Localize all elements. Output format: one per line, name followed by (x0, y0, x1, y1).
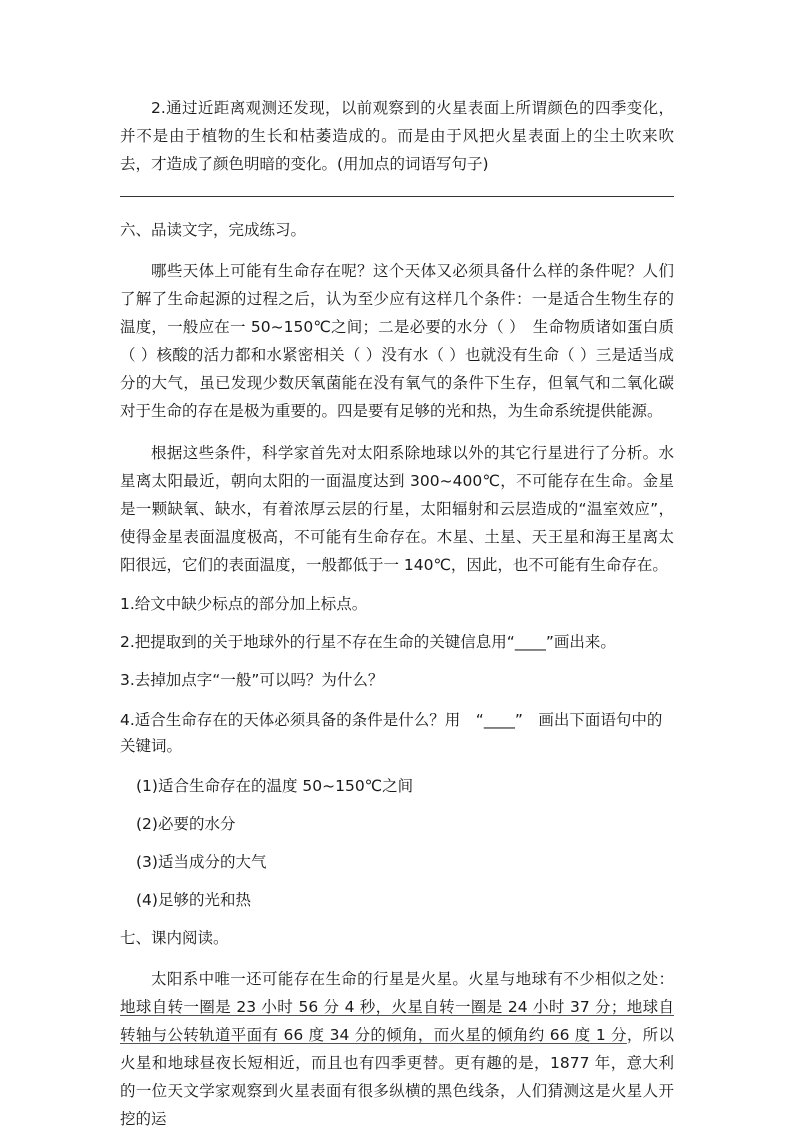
question-4-item-2: (2)必要的水分 (136, 815, 236, 833)
section-6-question-1: 1.给文中缺少标点的部分加上标点。 (120, 595, 368, 613)
underlined-text: 地球自转一圈是 23 小时 56 分 4 秒，火星自转一圈是 24 小时 37 分；地球自转轴与公转轨道平面有 66 度 34 分的倾角，而火星的倾角约 66 度 1 分 (120, 998, 674, 1044)
section-6-paragraph-1: 哪些天体上可能有生命存在呢？这个天体又必须具备什么样的条件呢？人们了解了生命起源的过程之后，认为至少应有这样几个条件：一是适合生物生存的温度，一般应在一 50~150℃之间；二是必要的水分（ ） 生命物质诸如蛋白质（ ）核酸的活力都和水紧密相关（ ）没有水（ ）也就没有生命（ ）三是适当成分的大气，虽已发现少数厌氧菌能在没有氧气的条件下生存，但氧气和二氧化碳对于生命的存在是极为重要的。四是要有足够的光和热，为生命系统提供能源。 (120, 262, 674, 420)
section-7-rest: ，所以火星和地球昼夜长短相近，而且也有四季更替。更有趣的是，1877 年，意大利的一位天文学家观察到火星表面有很多纵横的黑色线条，人们猜测这是火星人开挖的运 (120, 1026, 674, 1128)
section-6-question-3: 3.去掉加点字“一般”可以吗？为什么？ (120, 671, 384, 689)
section-6-paragraph-2: 根据这些条件，科学家首先对太阳系除地球以外的其它行星进行了分析。水星离太阳最近，朝向太阳的一面温度达到 300~400℃，不可能存在生命。金星是一颗缺氧、缺水，有着浓厚云层的行星，太阳辐射和云层造成的“温室效应”，使得金星表面温度极高，不可能有生命存在。木星、土星、天王星和海王星离太阳很远，它们的表面温度，一般都低于一 140℃，因此，也不可能有生命存在。 (120, 444, 674, 574)
question-2-prev: 2.通过近距离观测还发现，以前观察到的火星表面上所谓颜色的四季变化，并不是由于植物的生长和枯萎造成的。而是由于风把火星表面上的尘土吹来吹去，才造成了颜色明暗的变化。(用加点的词语写句子) (120, 99, 674, 173)
answer-line[interactable] (120, 196, 674, 197)
question-4-item-4: (4)足够的光和热 (136, 891, 251, 909)
section-7-paragraph (120, 965, 674, 1133)
section-7-lead: 太阳系中唯一还可能存在生命的行星是火星。火星与地球有不少相似之处： (151, 970, 674, 988)
question-4-item-1: (1)适合生命存在的温度 50~150℃之间 (136, 777, 414, 795)
question-4-item-3: (3)适当成分的大气 (136, 853, 267, 871)
section-7-heading: 七、课内阅读。 (120, 929, 229, 947)
section-6-question-4: 4.适合生命存在的天体必须具备的条件是什么？用 “____” 画出下面语句中的关键词。 (120, 711, 663, 755)
section-6-heading: 六、品读文字，完成练习。 (120, 221, 307, 239)
section-6-question-2: 2.把提取到的关于地球外的行星不存在生命的关键信息用“____”画出来。 (120, 633, 616, 651)
